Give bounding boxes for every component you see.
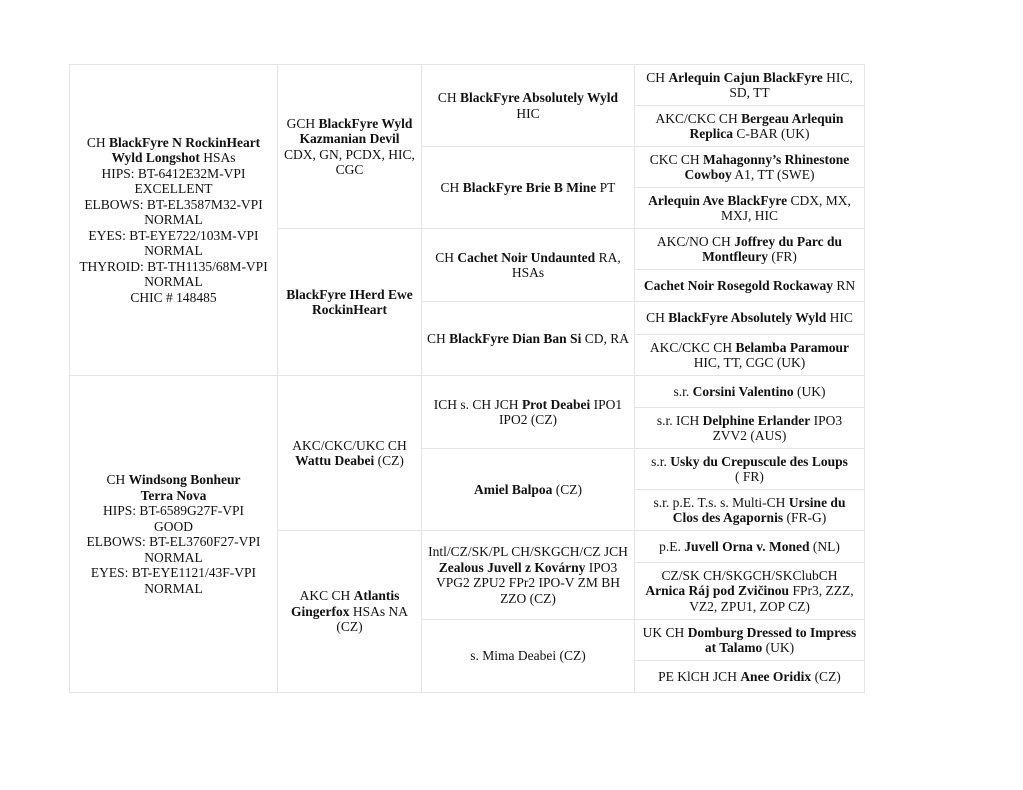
dam-health-2: ELBOWS: BT-EL3760F27-VPI: [86, 534, 261, 549]
g4-cell-3: Arlequin Ave BlackFyre CDX, MX, MXJ, HIC: [635, 188, 865, 229]
dam-health-5: NORMAL: [144, 580, 203, 596]
sire-health-3: NORMAL: [144, 212, 203, 228]
sire-health-0: HIPS: BT-6412E32M-VPI: [101, 165, 246, 181]
g4-cell-11: s.r. p.E. T.s. s. Multi-CH Ursine du Clos des Agapornis (FR-G): [635, 490, 865, 531]
sire-name-2: Wyld Longshot: [111, 150, 200, 166]
pedigree-table: [69, 64, 865, 693]
g4-cell-8: s.r. Corsini Valentino (UK): [635, 376, 865, 408]
g4-cell-4: AKC/NO CH Joffrey du Parc du Montfleury (FR): [635, 229, 865, 270]
g4-cell-0: CH Arlequin Cajun BlackFyre HIC, SD, TT: [635, 65, 865, 106]
sire-health-4: EYES: BT-EYE722/103M-VPI: [88, 227, 259, 243]
g4-cell-10: s.r. Usky du Crepuscule des Loups ( FR): [635, 449, 865, 490]
g4-cell-12: p.E. Juvell Orna v. Moned (NL): [635, 531, 865, 563]
g3-cell-3: CH BlackFyre Dian Ban Si CD, RA: [422, 302, 635, 376]
g4-cell-13: CZ/SK CH/SKGCH/SKClubCH Arnica Ráj pod Zvičinou FPr3, ZZZ, VZ2, ZPU1, ZOP CZ): [635, 563, 865, 620]
g4-cell-2: CKC CH Mahagonny’s Rhinestone Cowboy A1, TT (SWE): [635, 147, 865, 188]
dam-name: Windsong Bonheur: [128, 472, 241, 487]
g3-cell-6: Intl/CZ/SK/PL CH/SKGCH/CZ JCH Zealous Juvell z Kovárny IPO3 VPG2 ZPU2 FPr2 IPO-V ZM BH ZZO (CZ): [422, 531, 635, 620]
g3-cell-5: Amiel Balpoa (CZ): [422, 449, 635, 531]
g2-cell-0: GCH BlackFyre Wyld Kazmanian Devil CDX, GN, PCDX, HIC, CGC: [278, 65, 422, 229]
g4-cell-7: AKC/CKC CH Belamba Paramour HIC, TT, CGC (UK): [635, 335, 865, 376]
g4-cell-6: CH BlackFyre Absolutely Wyld HIC: [635, 302, 865, 335]
g4-cell-9: s.r. ICH Delphine Erlander IPO3 ZVV2 (AUS): [635, 408, 865, 449]
g2-cell-2: AKC/CKC/UKC CH Wattu Deabei (CZ): [278, 376, 422, 531]
g3-cell-2: CH Cachet Noir Undaunted RA, HSAs: [422, 229, 635, 302]
sire-health-6: THYROID: BT-TH1135/68M-VPI: [79, 258, 268, 274]
sire-health-2: ELBOWS: BT-EL3587M32-VPI: [84, 196, 263, 212]
g3-cell-1: CH BlackFyre Brie B Mine PT: [422, 147, 635, 229]
g2-cell-1: BlackFyre IHerd Ewe RockinHeart: [278, 229, 422, 376]
sire-health-7: NORMAL: [144, 274, 203, 290]
dam-health-1: GOOD: [154, 518, 193, 534]
sire-health-5: NORMAL: [144, 243, 203, 259]
g4-cell-5: Cachet Noir Rosegold Rockaway RN: [635, 270, 865, 302]
g4-cell-1: AKC/CKC CH Bergeau Arlequin Replica C-BAR (UK): [635, 106, 865, 147]
g2-cell-3: AKC CH Atlantis Gingerfox HSAs NA (CZ): [278, 531, 422, 693]
sire-health-1: EXCELLENT: [134, 181, 213, 197]
g3-cell-7: s. Mima Deabei (CZ): [422, 620, 635, 693]
g4-cell-14: UK CH Domburg Dressed to Impress at Talamo (UK): [635, 620, 865, 661]
dam-health-4: EYES: BT-EYE1121/43F-VPI: [90, 565, 257, 580]
g3-cell-4: ICH s. CH JCH Prot Deabei IPO1 IPO2 (CZ): [422, 376, 635, 449]
sire-cell: CH BlackFyre N RockinHeart Wyld Longshot HSAs HIPS: BT-6412E32M-VPI EXCELLENT ELBOWS: BT-EL3587M32-VPI NORMAL EYES: BT-EYE722/103M-VPI NORMAL THYROID: BT-TH1135/68M-VPI NORMAL CHIC # 148485: [70, 65, 278, 376]
dam-health-3: NORMAL: [144, 549, 203, 565]
g4-cell-15: PE KlCH JCH Anee Oridix (CZ): [635, 661, 865, 693]
dam-name-2: Terra Nova: [140, 487, 207, 503]
dam-health-0: HIPS: BT-6589G27F-VPI: [103, 503, 244, 518]
g3-cell-0: CH BlackFyre Absolutely Wyld HIC: [422, 65, 635, 147]
sire-name: BlackFyre N RockinHeart: [108, 134, 261, 150]
sire-health-8: CHIC # 148485: [130, 289, 217, 305]
dam-cell: CH Windsong Bonheur Terra Nova HIPS: BT-6589G27F-VPI GOOD ELBOWS: BT-EL3760F27-VPI NORMAL EYES: BT-EYE1121/43F-VPI NORMAL: [70, 376, 278, 693]
